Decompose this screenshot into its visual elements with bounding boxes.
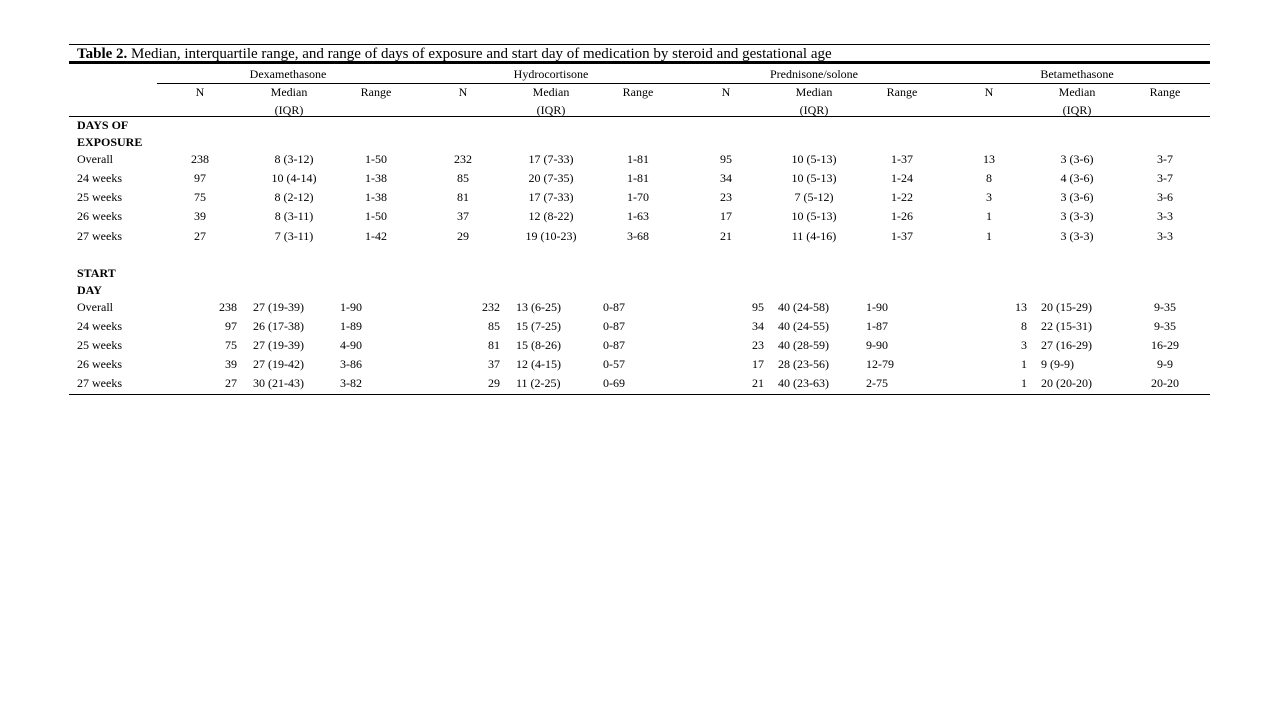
- subheader-n: N: [984, 85, 994, 99]
- subheader-n: N: [721, 85, 731, 99]
- subheader-median: Median: [1058, 85, 1096, 99]
- cell-range: 0-57: [603, 357, 625, 371]
- row-label: 27 weeks: [77, 229, 122, 243]
- cell-n: 21: [752, 376, 764, 390]
- section-title: DAYS OF: [77, 118, 129, 132]
- cell-median-iqr: 4 (3-6): [1060, 171, 1094, 185]
- cell-range: 1-50: [365, 209, 387, 223]
- cell-n: 13: [1015, 300, 1027, 314]
- cell-n: 85: [457, 171, 469, 185]
- cell-median-iqr: 27 (16-29): [1041, 338, 1092, 352]
- steroid-header: Dexamethasone: [249, 67, 327, 81]
- subheader-iqr: (IQR): [1062, 103, 1092, 117]
- cell-range: 9-35: [1154, 300, 1176, 314]
- cell-range: 9-9: [1157, 357, 1173, 371]
- cell-median-iqr: 27 (19-39): [253, 300, 304, 314]
- cell-range: 1-81: [627, 152, 649, 166]
- header-bottom-rule: [69, 116, 1210, 117]
- cell-n: 81: [457, 190, 469, 204]
- cell-n: 34: [720, 171, 732, 185]
- cell-range: 1-50: [365, 152, 387, 166]
- row-label: 24 weeks: [77, 171, 122, 185]
- cell-range: 3-86: [340, 357, 362, 371]
- cell-median-iqr: 28 (23-56): [778, 357, 829, 371]
- cell-median-iqr: 3 (3-6): [1060, 152, 1094, 166]
- row-label: 26 weeks: [77, 357, 122, 371]
- cell-range: 1-38: [365, 190, 387, 204]
- cell-range: 3-3: [1157, 209, 1173, 223]
- cell-median-iqr: 20 (7-35): [528, 171, 574, 185]
- cell-range: 1-37: [891, 152, 913, 166]
- cell-n: 3: [986, 190, 992, 204]
- cell-n: 8: [1021, 319, 1027, 333]
- steroid-header: Prednisone/solone: [770, 67, 858, 81]
- cell-median-iqr: 10 (5-13): [791, 171, 837, 185]
- cell-n: 34: [752, 319, 764, 333]
- cell-range: 9-35: [1154, 319, 1176, 333]
- cell-n: 95: [720, 152, 732, 166]
- subheader-median: Median: [270, 85, 308, 99]
- subheader-range: Range: [360, 85, 392, 99]
- subheader-iqr: (IQR): [536, 103, 566, 117]
- steroid-header: Hydrocortisone: [513, 67, 589, 81]
- cell-n: 37: [488, 357, 500, 371]
- cell-median-iqr: 3 (3-3): [1060, 209, 1094, 223]
- cell-n: 1: [986, 209, 992, 223]
- cell-median-iqr: 12 (8-22): [528, 209, 574, 223]
- cell-range: 1-70: [627, 190, 649, 204]
- cell-range: 1-63: [627, 209, 649, 223]
- cell-n: 1: [986, 229, 992, 243]
- cell-median-iqr: 8 (2-12): [274, 190, 314, 204]
- subheader-range: Range: [1149, 85, 1181, 99]
- cell-median-iqr: 13 (6-25): [516, 300, 561, 314]
- cell-range: 1-37: [891, 229, 913, 243]
- subheader-range: Range: [622, 85, 654, 99]
- section-title: DAY: [77, 283, 102, 297]
- caption-text: Median, interquartile range, and range of days of exposure and start day of medication by steroid and gestational age: [127, 46, 832, 62]
- cell-n: 97: [225, 319, 237, 333]
- row-label: 25 weeks: [77, 338, 122, 352]
- cell-n: 17: [752, 357, 764, 371]
- cell-median-iqr: 40 (28-59): [778, 338, 829, 352]
- subheader-iqr: (IQR): [274, 103, 304, 117]
- cell-median-iqr: 26 (17-38): [253, 319, 304, 333]
- cell-median-iqr: 8 (3-11): [274, 209, 314, 223]
- row-label: 27 weeks: [77, 376, 122, 390]
- cell-median-iqr: 20 (20-20): [1041, 376, 1092, 390]
- subheader-range: Range: [886, 85, 918, 99]
- cell-n: 39: [194, 209, 206, 223]
- cell-median-iqr: 15 (8-26): [516, 338, 561, 352]
- cell-median-iqr: 11 (4-16): [791, 229, 837, 243]
- cell-median-iqr: 40 (23-63): [778, 376, 829, 390]
- cell-n: 95: [752, 300, 764, 314]
- row-label: Overall: [77, 300, 113, 314]
- cell-median-iqr: 10 (5-13): [791, 152, 837, 166]
- cell-range: 1-81: [627, 171, 649, 185]
- row-label: 25 weeks: [77, 190, 122, 204]
- cell-n: 85: [488, 319, 500, 333]
- section-title: START: [77, 266, 116, 280]
- cell-median-iqr: 19 (10-23): [525, 229, 577, 243]
- cell-n: 81: [488, 338, 500, 352]
- cell-range: 3-3: [1157, 229, 1173, 243]
- cell-n: 238: [191, 152, 209, 166]
- cell-range: 1-38: [365, 171, 387, 185]
- subheader-n: N: [458, 85, 468, 99]
- subheader-median: Median: [532, 85, 570, 99]
- cell-median-iqr: 11 (2-25): [516, 376, 561, 390]
- cell-range: 0-69: [603, 376, 625, 390]
- cell-range: 1-87: [866, 319, 888, 333]
- cell-range: 0-87: [603, 338, 625, 352]
- cell-median-iqr: 22 (15-31): [1041, 319, 1092, 333]
- cell-median-iqr: 17 (7-33): [528, 190, 574, 204]
- cell-median-iqr: 15 (7-25): [516, 319, 561, 333]
- cell-range: 1-42: [365, 229, 387, 243]
- cell-n: 13: [983, 152, 995, 166]
- cell-n: 21: [720, 229, 732, 243]
- cell-n: 238: [219, 300, 237, 314]
- cell-range: 1-90: [340, 300, 362, 314]
- cell-range: 1-22: [891, 190, 913, 204]
- row-label: 24 weeks: [77, 319, 122, 333]
- cell-range: 1-89: [340, 319, 362, 333]
- cell-n: 37: [457, 209, 469, 223]
- cell-n: 29: [457, 229, 469, 243]
- row-label: Overall: [77, 152, 113, 166]
- cell-range: 0-87: [603, 300, 625, 314]
- cell-range: 4-90: [340, 338, 362, 352]
- subheader-n: N: [195, 85, 205, 99]
- cell-range: 16-29: [1151, 338, 1179, 352]
- cell-range: 3-82: [340, 376, 362, 390]
- cell-range: 1-26: [891, 209, 913, 223]
- cell-n: 27: [194, 229, 206, 243]
- steroid-header-rule: [157, 83, 1210, 84]
- cell-median-iqr: 40 (24-55): [778, 319, 829, 333]
- cell-n: 39: [225, 357, 237, 371]
- cell-n: 232: [482, 300, 500, 314]
- cell-range: 1-90: [866, 300, 888, 314]
- cell-median-iqr: 10 (4-14): [271, 171, 317, 185]
- cell-range: 2-75: [866, 376, 888, 390]
- cell-median-iqr: 8 (3-12): [274, 152, 314, 166]
- cell-range: 20-20: [1151, 376, 1179, 390]
- cell-range: 3-7: [1157, 171, 1173, 185]
- cell-range: 3-7: [1157, 152, 1173, 166]
- cell-median-iqr: 10 (5-13): [791, 209, 837, 223]
- cell-n: 23: [752, 338, 764, 352]
- section-title: EXPOSURE: [77, 135, 143, 149]
- cell-n: 75: [225, 338, 237, 352]
- cell-median-iqr: 7 (3-11): [274, 229, 314, 243]
- cell-range: 3-6: [1157, 190, 1173, 204]
- cell-n: 232: [454, 152, 472, 166]
- cell-median-iqr: 40 (24-58): [778, 300, 829, 314]
- table-bottom-rule: [69, 394, 1210, 395]
- cell-median-iqr: 3 (3-6): [1060, 190, 1094, 204]
- cell-n: 27: [225, 376, 237, 390]
- cell-median-iqr: 27 (19-42): [253, 357, 304, 371]
- cell-n: 23: [720, 190, 732, 204]
- cell-n: 29: [488, 376, 500, 390]
- subheader-median: Median: [795, 85, 833, 99]
- cell-median-iqr: 9 (9-9): [1041, 357, 1074, 371]
- subheader-iqr: (IQR): [799, 103, 829, 117]
- cell-median-iqr: 30 (21-43): [253, 376, 304, 390]
- cell-n: 17: [720, 209, 732, 223]
- caption-label: Table 2.: [77, 46, 128, 62]
- cell-range: 12-79: [866, 357, 894, 371]
- cell-n: 1: [1021, 376, 1027, 390]
- cell-range: 0-87: [603, 319, 625, 333]
- cell-median-iqr: 3 (3-3): [1060, 229, 1094, 243]
- cell-median-iqr: 27 (19-39): [253, 338, 304, 352]
- cell-range: 3-68: [627, 229, 649, 243]
- cell-median-iqr: 20 (15-29): [1041, 300, 1092, 314]
- cell-range: 1-24: [891, 171, 913, 185]
- cell-n: 3: [1021, 338, 1027, 352]
- steroid-header: Betamethasone: [1040, 67, 1114, 81]
- cell-median-iqr: 12 (4-15): [516, 357, 561, 371]
- row-label: 26 weeks: [77, 209, 122, 223]
- cell-median-iqr: 17 (7-33): [528, 152, 574, 166]
- cell-median-iqr: 7 (5-12): [794, 190, 834, 204]
- cell-n: 8: [986, 171, 992, 185]
- cell-n: 75: [194, 190, 206, 204]
- header-top-rule: [69, 61, 1210, 64]
- cell-n: 1: [1021, 357, 1027, 371]
- cell-n: 97: [194, 171, 206, 185]
- cell-range: 9-90: [866, 338, 888, 352]
